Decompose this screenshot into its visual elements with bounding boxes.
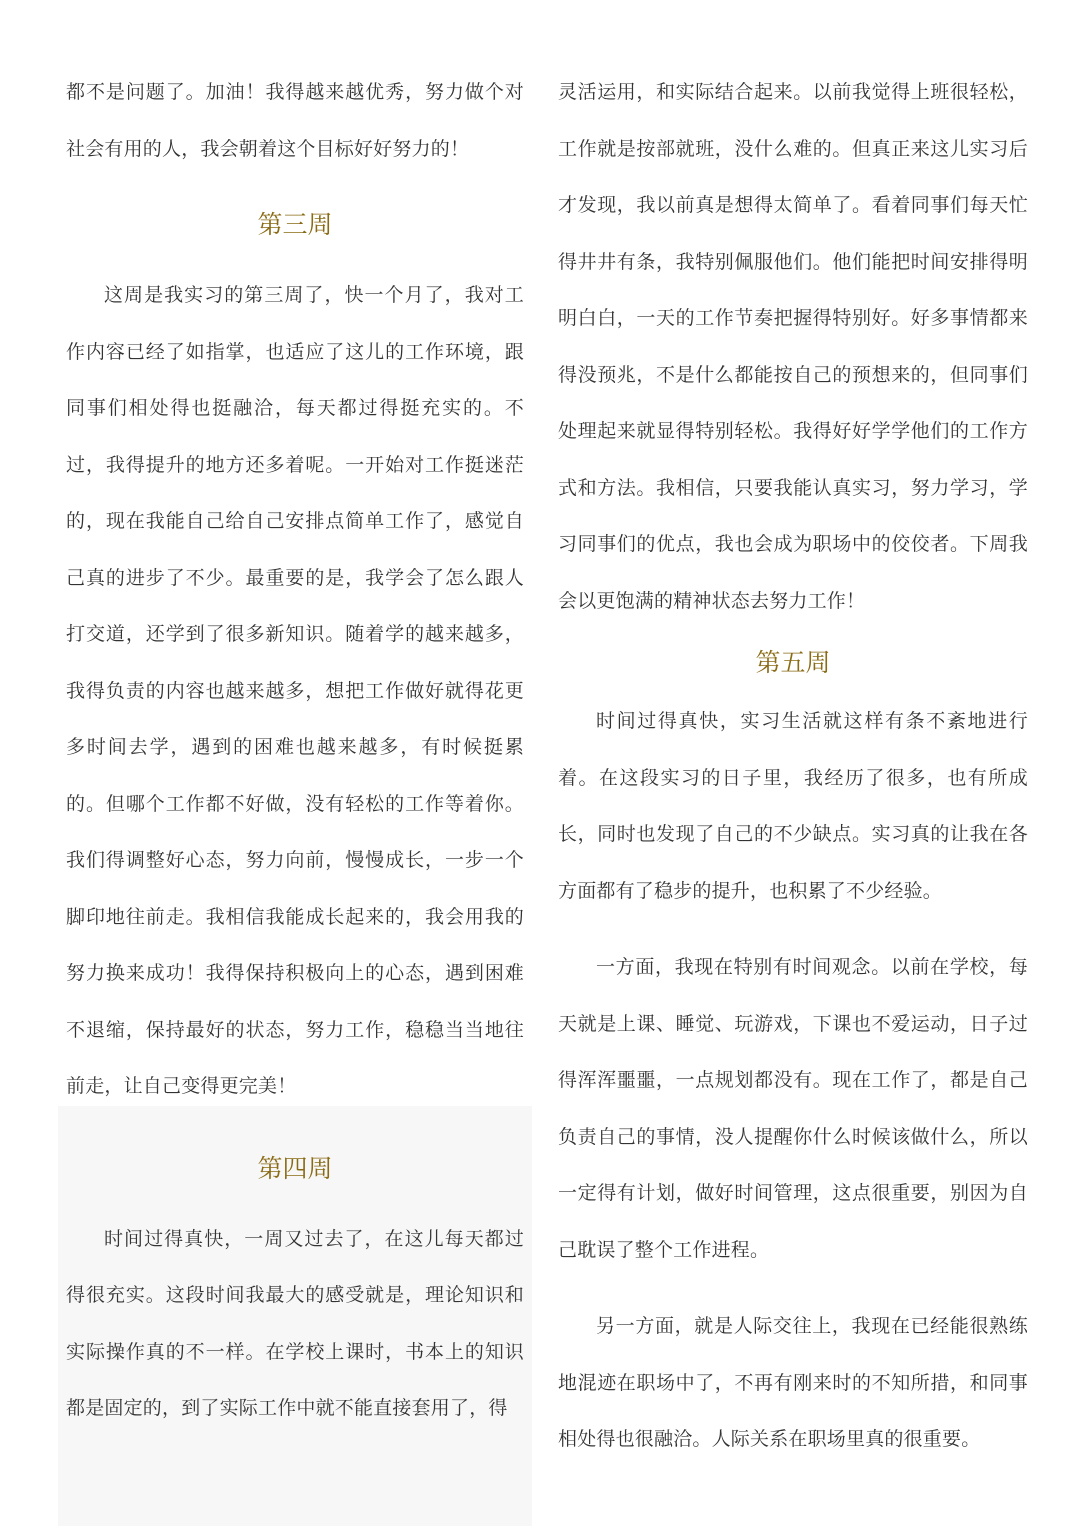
week4-paragraph: 时间过得真快，一周又过去了，在这儿每天都过得很充实。这段时间我最大的感受就是，理论知识和实际操作真的不一样。在学校上课时，书本上的知识都是固定的，到了实际工作中就不能直接套用了，得	[66, 1227, 524, 1419]
week5-heading: 第五周	[755, 648, 831, 677]
week5-paragraph-2: 一方面，我现在特别有时间观念。以前在学校，每天就是上课、睡觉、玩游戏，下课也不爱运动，日子过得浑浑噩噩，一点规划都没有。现在工作了，都是自己负责自己的事情，没人提醒你什么时候该做什么，所以一定得有计划，做好时间管理，这点很重要，别因为自己耽误了整个工作进程。	[558, 956, 1028, 1261]
week4-heading: 第四周	[257, 1153, 333, 1183]
week5-paragraph-1: 时间过得真快，实习生活就这样有条不紊地进行着。在这段实习的日子里，我经历了很多，也有所成长，同时也发现了自己的不少缺点。实习真的让我在各方面都有了稳步的提升，也积累了不少经验。	[558, 710, 1028, 902]
week5-paragraph-3: 另一方面，就是人际交往上，我现在已经能很熟练地混迹在职场中了，不再有刚来时的不知所措，和同事相处得也很融洽。人际关系在职场里真的很重要。	[558, 1315, 1028, 1450]
intro-paragraph: 都不是问题了。加油！我得越来越优秀，努力做个对社会有用的人，我会朝着这个目标好好努力的！	[66, 81, 524, 160]
week4-continued-paragraph: 灵活运用，和实际结合起来。以前我觉得上班很轻松，工作就是按部就班，没什么难的。但真正来这儿实习后才发现，我以前真是想得太简单了。看着同事们每天忙得井井有条，我特别佩服他们。他们能把时间安排得明明白白，一天的工作节奏把握得特别好。好多事情都来得没预兆，不是什么都能按自己的预想来的，但同事们处理起来就显得特别轻松。我得好好学学他们的工作方式和方法。我相信，只要我能认真实习，努力学习，学习同事们的优点，我也会成为职场中的佼佼者。下周我会以更饱满的精神状态去努力工作！	[558, 81, 1028, 612]
right-column	[558, 64, 1028, 1468]
left-column	[66, 64, 524, 1437]
week3-heading: 第三周	[257, 210, 333, 239]
week3-paragraph: 这周是我实习的第三周了，快一个月了，我对工作内容已经了如指掌，也适应了这儿的工作环境，跟同事们相处得也挺融洽，每天都过得挺充实的。不过，我得提升的地方还多着呢。一开始对工作挺迷茫的，现在我能自己给自己安排点简单工作了，感觉自己真的进步了不少。最重要的是，我学会了怎么跟人打交道，还学到了很多新知识。随着学的越来越多，我得负责的内容也越来越多，想把工作做好就得花更多时间去学，遇到的困难也越来越多，有时候挺累的。但哪个工作都不好做，没有轻松的工作等着你。我们得调整好心态，努力向前，慢慢成长，一步一个脚印地往前走。我相信我能成长起来的，我会用我的努力换来成功！我得保持积极向上的心态，遇到困难不退缩，保持最好的状态，努力工作，稳稳当当地往前走，让自己变得更完美！	[66, 284, 524, 1097]
